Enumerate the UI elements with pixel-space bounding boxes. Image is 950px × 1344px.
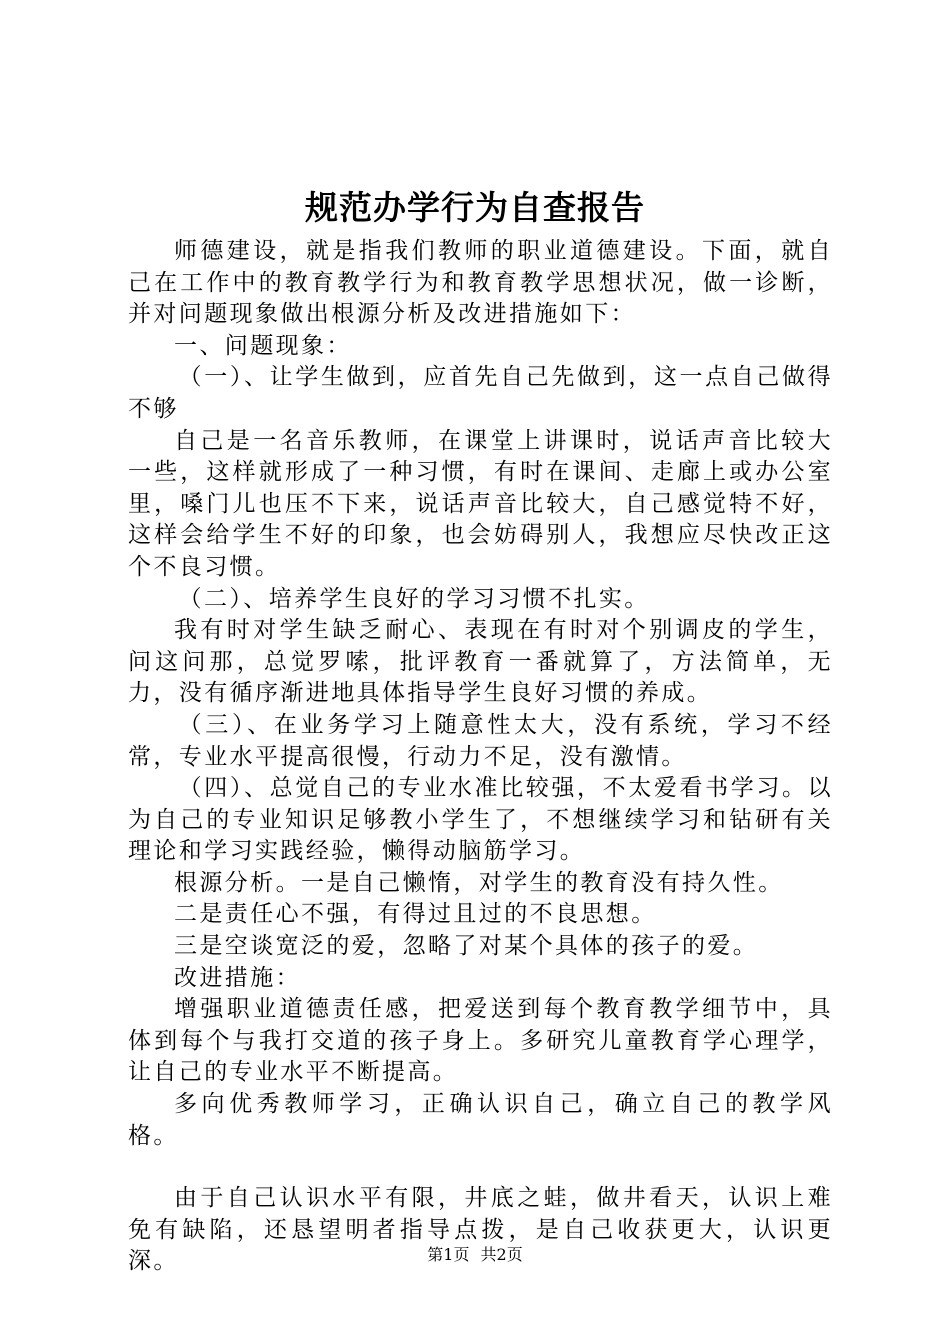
subheading-problem-4: （四）、总觉自己的专业水准比较强，不太爱看书学习。以为自己的专业知识足够教小学生了，不想继续学习和钻研有关理论和学习实践经验，懒得动脑筋学习。 <box>128 775 833 865</box>
subheading-problem-1: （一）、让学生做到，应首先自己先做到，这一点自己做得不够 <box>128 364 833 422</box>
paragraph-problem-2: 我有时对学生缺乏耐心、表现在有时对个别调皮的学生，问这问那，总觉罗嗦，批评教育一番就算了，方法简单，无力，没有循序渐进地具体指导学生良好习惯的养成。 <box>128 617 833 707</box>
paragraph-root-cause-3: 三是空谈宽泛的爱，忽略了对某个具体的孩子的爱。 <box>174 933 759 960</box>
subheading-problem-3: （三）、在业务学习上随意性太大，没有系统，学习不经常，专业水平提高很慢，行动力不足，没有激情。 <box>128 711 833 770</box>
page-number: 第1页 <box>427 1245 470 1264</box>
subheading-problem-2: （二）、培养学生良好的学习习惯不扎实。 <box>178 585 650 612</box>
paragraph-problem-1: 自己是一名音乐教师，在课堂上讲课时，说话声音比较大一些，这样就形成了一种习惯，有时在课间、走廊上或办公室里，嗓门儿也压不下来，说话声音比较大，自己感觉特不好，这样会给学生不好的印象，也会妨碍别人，我想应尽快改正这个不良习惯。 <box>128 427 833 580</box>
section-heading-improvements: 改进措施： <box>174 964 301 991</box>
paragraph-improvement-2: 多向优秀教师学习，正确认识自己，确立自己的教学风格。 <box>128 1091 833 1149</box>
paragraph-spacer <box>128 1152 833 1183</box>
paragraph-intro: 师德建设，就是指我们教师的职业道德建设。下面，就自己在工作中的教育教学行为和教育教学思想状况，做一诊断，并对问题现象做出根源分析及改进措施如下： <box>128 238 833 328</box>
section-heading-problems: 一、问题现象： <box>174 332 352 359</box>
paragraph-root-cause-2: 二是责任心不强，有得过且过的不良思想。 <box>174 901 657 928</box>
document-body <box>128 236 833 1278</box>
paragraph-conclusion: 由于自己认识水平有限，井底之蛙，做井看天，认识上难免有缺陷，还恳望明者指导点拨，是自己收获更大，认识更深。 <box>128 1185 833 1275</box>
page-footer <box>0 1244 950 1266</box>
document-title: 规范办学行为自查报告 <box>305 188 645 227</box>
page-total: 共2页 <box>480 1245 523 1264</box>
paragraph-improvement-1: 增强职业道德责任感，把爱送到每个教育教学细节中，具体到每个与我打交道的孩子身上。多研究儿童教育学心理学，让自己的专业水平不断提高。 <box>128 996 833 1086</box>
paragraph-root-cause-1: 根源分析。一是自己懒惰，对学生的教育没有持久性。 <box>174 869 784 896</box>
